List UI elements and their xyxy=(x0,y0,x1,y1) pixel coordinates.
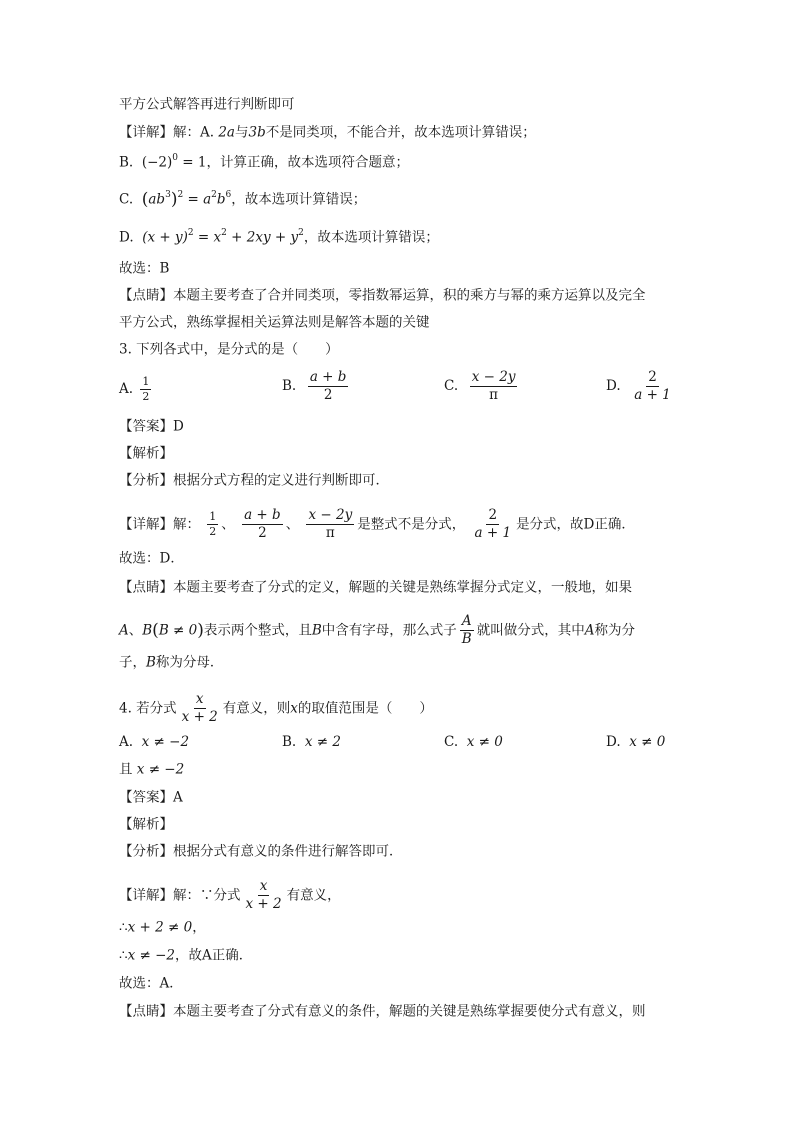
option-c xyxy=(444,732,503,752)
text: 平方公式解答再进行判断即可 xyxy=(119,96,295,113)
numerator: x − 2y xyxy=(471,369,516,385)
text-line xyxy=(119,548,184,569)
text: 中含有字母，那么式子 xyxy=(321,622,457,639)
text-line xyxy=(119,470,389,491)
math-expr: A xyxy=(584,622,595,639)
numerator: a + b xyxy=(309,369,347,385)
option-b xyxy=(282,732,341,752)
denominator: 2 xyxy=(142,390,150,403)
math-expr: (−2) xyxy=(141,154,173,171)
text-line: ∴x + 2 ≠ 0， xyxy=(119,919,206,936)
text-line xyxy=(119,285,646,306)
math-expr: x ≠ −2 xyxy=(136,761,185,778)
denominator: 2 xyxy=(209,525,217,538)
exponent: 2 xyxy=(221,228,227,238)
text-line xyxy=(119,652,223,673)
math-expr: x + 2 ≠ 0 xyxy=(127,919,193,936)
text-line xyxy=(119,814,173,835)
text: 【分析】根据分式方程的定义进行判断即可． xyxy=(119,472,389,489)
text-line xyxy=(119,416,184,437)
text: 故选：D． xyxy=(119,550,184,567)
text: 就叫做分式，其中 xyxy=(476,622,585,639)
text: ，故本选项计算错误； xyxy=(303,229,439,246)
text: 有意义， xyxy=(286,887,341,904)
text: 、 xyxy=(285,516,300,533)
fraction xyxy=(180,692,220,725)
text-line xyxy=(119,759,184,780)
text: ，计算正确，故本选项符合题意； xyxy=(206,154,409,171)
text-line: A、B(B ≠ 0)表示两个整式，且B中含有字母，那么式子 $\frac{A}{B}$ 就叫做分式，其中A称为分 xyxy=(119,613,635,647)
text-line xyxy=(119,577,632,598)
math-expr: ab xyxy=(148,191,166,208)
text-line xyxy=(119,841,403,862)
numerator: x xyxy=(195,691,204,707)
option-label: C. xyxy=(119,191,134,208)
option-a xyxy=(119,732,189,752)
exponent: 2 xyxy=(187,228,194,238)
fraction xyxy=(308,370,349,403)
text: 、 xyxy=(128,622,143,639)
text: 【详解】解：∵分式 xyxy=(119,887,241,904)
fraction xyxy=(242,508,283,541)
exponent: 2 xyxy=(298,228,304,238)
option-label: D. xyxy=(119,229,134,246)
denominator: a + 1 xyxy=(474,525,512,541)
option-label: B. xyxy=(119,154,134,171)
text-line xyxy=(119,258,169,279)
text: 有意义，则 xyxy=(222,700,291,717)
text: 【点睛】本题主要考查了分式的定义，解题的关键是熟练掌握分式定义，一般地，如果 xyxy=(119,579,632,596)
denominator: a + 1 xyxy=(634,387,671,403)
math-expr: = 1 xyxy=(177,154,207,171)
text: 是分式，故D正确． xyxy=(516,516,635,533)
math-expr: 2a xyxy=(218,124,235,141)
text: ，故A正确． xyxy=(175,947,253,964)
option-label: A. xyxy=(119,734,134,750)
denominator: x + 2 xyxy=(181,709,218,725)
option-label: B. xyxy=(282,378,297,394)
numerator: A xyxy=(461,613,472,629)
option-b xyxy=(282,370,351,403)
option-d xyxy=(606,732,665,752)
text: 故选：A． xyxy=(119,975,183,992)
numerator: 2 xyxy=(488,507,498,523)
option-label: D. xyxy=(606,734,621,750)
option-label: D. xyxy=(606,378,621,394)
math-expr: B xyxy=(142,622,153,639)
text: 且 xyxy=(119,761,133,778)
math-expr: x ≠ 2 xyxy=(304,734,341,750)
text: 不是同类项，不能合并，故本选项计算错误； xyxy=(265,124,536,141)
fraction xyxy=(244,879,284,912)
math-expr: + 2xy + y xyxy=(226,229,299,246)
text: 3. 下列各式中，是分式的是（ ） xyxy=(119,341,339,358)
math-expr: B xyxy=(146,654,156,671)
fraction xyxy=(632,370,673,403)
question-4 xyxy=(119,692,433,725)
fraction xyxy=(306,508,354,541)
text: 与 xyxy=(234,124,249,141)
math-expr: b xyxy=(216,191,226,208)
text-line xyxy=(119,945,252,966)
text: 子， xyxy=(119,654,146,671)
text-line xyxy=(119,508,635,541)
text: 【详解】解：A. xyxy=(119,124,219,141)
math-expr: x ≠ 0 xyxy=(629,734,666,750)
text: 【分析】根据分式有意义的条件进行解答即可． xyxy=(119,843,403,860)
text-line xyxy=(119,152,409,173)
math-expr: 3b xyxy=(248,124,266,141)
fraction xyxy=(473,508,514,541)
text: 【解析】 xyxy=(119,816,173,833)
text: 表示两个整式，且 xyxy=(203,622,312,639)
text: 【详解】解： xyxy=(119,516,200,533)
math-expr: A xyxy=(119,622,129,639)
numerator: x − 2y xyxy=(308,507,353,523)
fraction xyxy=(207,511,218,538)
numerator: 1 xyxy=(142,375,150,388)
option-label: A. xyxy=(119,381,134,397)
denominator: π xyxy=(325,525,335,541)
math-expr: x xyxy=(290,700,298,717)
math-expr: = x xyxy=(193,229,222,246)
math-expr: B ≠ 0 xyxy=(158,622,198,639)
text: 故选：B xyxy=(119,260,170,277)
text: 【点睛】本题主要考查了分式有意义的条件，解题的关键是熟练掌握要使分式有意义，则 xyxy=(119,1003,646,1020)
text-line xyxy=(119,879,341,912)
math-expr: x ≠ 0 xyxy=(466,734,503,750)
text-line xyxy=(119,973,183,994)
exponent: 0 xyxy=(172,153,178,163)
math-expr: B xyxy=(311,622,322,639)
text: 【点睛】本题主要考查了合并同类项，零指数幂运算，积的乘方与幂的乘方运算以及完全 xyxy=(119,287,646,304)
option-d xyxy=(606,370,676,403)
fraction xyxy=(460,614,474,647)
text: 称为分 xyxy=(594,622,635,639)
denominator: 2 xyxy=(258,525,267,541)
text: 4. 若分式 xyxy=(119,700,177,717)
option-a xyxy=(119,376,154,403)
math-expr: a xyxy=(203,191,212,208)
math-expr: x ≠ −2 xyxy=(127,947,176,964)
text: 的取值范围是（ ） xyxy=(297,700,433,717)
numerator: x xyxy=(259,878,268,894)
numerator: a + b xyxy=(244,507,281,523)
math-expr: x ≠ −2 xyxy=(141,734,190,750)
option-label: C. xyxy=(444,378,459,394)
denominator: B xyxy=(461,631,472,647)
exponent: 2 xyxy=(211,190,217,200)
text: 称为分母． xyxy=(155,654,224,671)
text: 平方公式，熟练掌握相关运算法则是解答本题的关键 xyxy=(119,314,430,331)
fraction xyxy=(470,370,518,403)
exponent: 2 xyxy=(177,190,184,200)
text-line xyxy=(119,312,430,333)
text-line xyxy=(119,787,183,808)
text-line xyxy=(119,122,536,143)
fraction xyxy=(140,376,151,403)
numerator: 2 xyxy=(648,369,657,385)
numerator: 1 xyxy=(209,510,217,523)
text-line: C. $(ab^3)^2 = a^2b^6$，故本选项计算错误； xyxy=(119,189,367,210)
question-3 xyxy=(119,339,339,360)
math-expr: (x + y) xyxy=(142,229,188,246)
text: 【解析】 xyxy=(119,445,173,462)
denominator: x + 2 xyxy=(245,896,282,912)
denominator: π xyxy=(489,387,499,403)
text: ，故本选项计算错误； xyxy=(231,191,367,208)
text-line xyxy=(119,94,295,115)
option-c xyxy=(444,370,520,403)
option-label: B. xyxy=(282,734,297,750)
option-label: C. xyxy=(444,734,459,750)
text: 、 xyxy=(221,516,235,533)
therefore-symbol: ∴ xyxy=(119,919,128,936)
therefore-symbol: ∴ xyxy=(119,947,128,964)
text-line xyxy=(119,227,439,248)
text: 是整式不是分式， xyxy=(357,516,466,533)
denominator: 2 xyxy=(323,387,333,403)
exponent: 3 xyxy=(165,190,171,200)
text-line xyxy=(119,1001,646,1022)
exponent: 6 xyxy=(225,190,232,200)
text-line xyxy=(119,443,173,464)
answer: 【答案】D xyxy=(119,418,184,435)
answer: 【答案】A xyxy=(119,789,183,806)
